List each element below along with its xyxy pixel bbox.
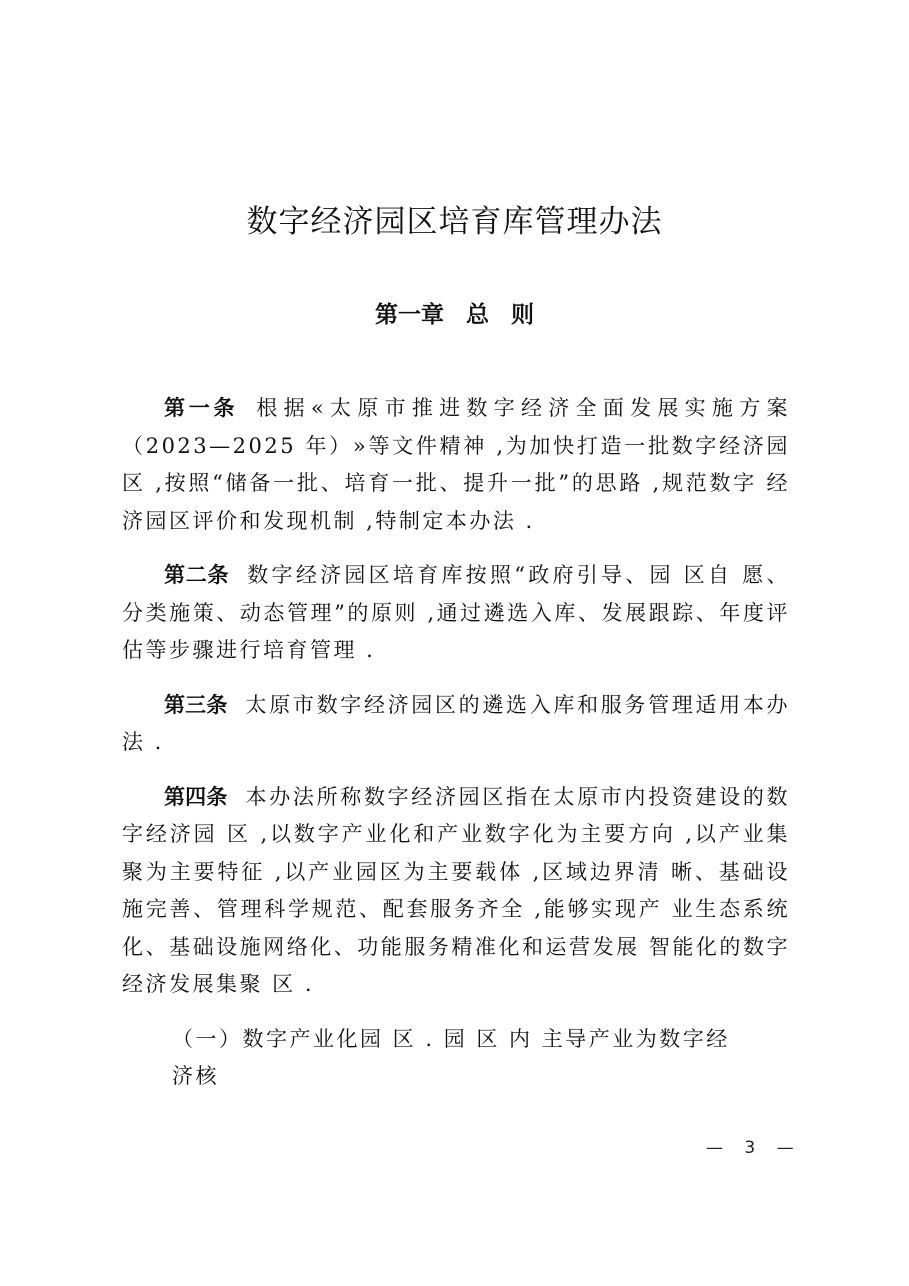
chapter-name-part-2: 则	[511, 302, 534, 328]
page-number: — 3 —	[706, 1138, 802, 1158]
article-text: 本办法所称数字经济园区指在太原市内投资建设的数字经济园 区 ,以数字产业化和产业数字化为主要方向 ,以产业集聚为主要特征 ,以产业园区为主要载体 ,区域边界清 晰、基础设施完善、管理科学规范、配套服务齐全 ,能够实现产 业生态系统化、基础设施网络化、功能服务精准化和运营发展 智能化的数字经济发展集聚 区 .	[122, 784, 791, 996]
document-body	[122, 390, 790, 1096]
article-text: 数字经济园区培育库按照“政府引导、园 区自 愿、分类施策、动态管理”的原则 ,通过遴选入库、发展跟踪、年度评估等步骤进行培育管理 .	[122, 563, 790, 662]
chapter-number: 第一章	[375, 302, 444, 328]
document-title: 数字经济园区培育库管理办法	[246, 204, 663, 240]
article-1	[122, 390, 790, 540]
chapter-heading	[0, 296, 909, 329]
article-label: 第二条	[164, 563, 230, 587]
article-4	[122, 779, 790, 1004]
article-text: 根据«太原市推进数字经济全面发展实施方案（2023—2025 年）»等文件精神 ,为加快打造一批数字经济园 区 ,按照“储备一批、培育一批、提升一批”的思路 ,规范数字 经济园区评价和发现机制 ,特制定本办法 .	[122, 396, 790, 533]
sub-item-1	[122, 1021, 790, 1096]
article-2	[122, 557, 790, 670]
sub-item-line-2: 济核	[172, 1064, 219, 1088]
article-label: 第一条	[164, 396, 239, 420]
article-3	[122, 687, 790, 762]
article-text: 太原市数字经济园区的遴选入库和服务管理适用本办法 .	[122, 692, 791, 754]
chapter-name-part-1: 总	[466, 302, 489, 328]
sub-item-line-1: （一）数字产业化园 区 . 园 区 内 主导产业为数字经	[172, 1026, 730, 1051]
article-label: 第三条	[164, 692, 228, 717]
article-label: 第四条	[164, 784, 228, 809]
